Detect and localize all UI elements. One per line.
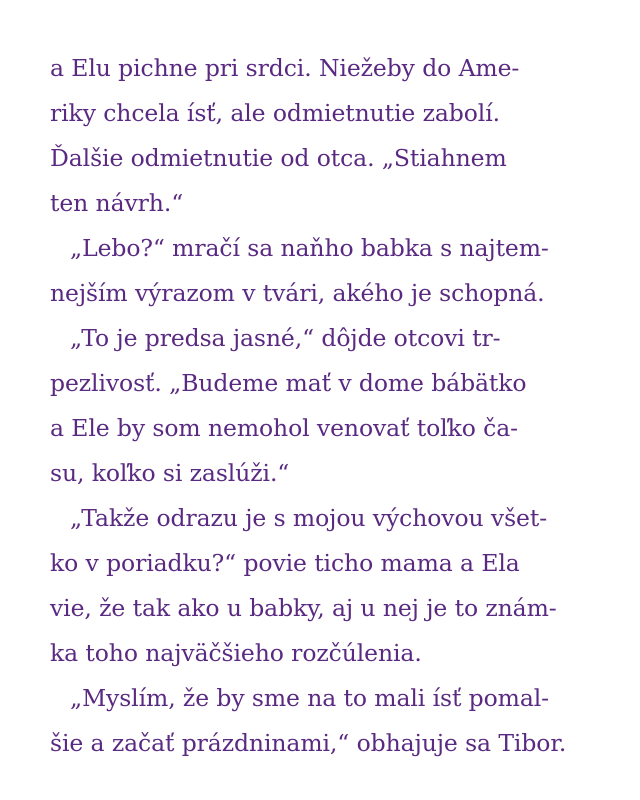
book-page-text bbox=[50, 46, 610, 766]
paragraph-start-line: „Myslím, že by sme na to mali ísť pomal- bbox=[70, 684, 550, 712]
text-line: Ďalšie odmietnutie od otca. „Stiahnem bbox=[50, 144, 507, 172]
paragraph-start-line: „To je predsa jasné,“ dôjde otcovi tr- bbox=[70, 324, 501, 352]
text-line: a Elu pichne pri srdci. Niežeby do Ame- bbox=[50, 54, 520, 82]
text-line: vie, že tak ako u babky, aj u nej je to znám- bbox=[50, 594, 557, 622]
text-line: riky chcela ísť, ale odmietnutie zabolí. bbox=[50, 99, 500, 127]
text-line: su, koľko si zaslúži.“ bbox=[50, 459, 290, 487]
paragraph-start-line: „Lebo?“ mračí sa naňho babka s najtem- bbox=[70, 234, 549, 262]
paragraph-start-line: „Takže odrazu je s mojou výchovou všet- bbox=[70, 504, 548, 532]
text-line: ko v poriadku?“ povie ticho mama a Ela bbox=[50, 549, 520, 577]
text-line: nejším výrazom v tvári, akého je schopná. bbox=[50, 279, 545, 307]
text-line: šie a začať prázdninami,“ obhajuje sa Tibor. bbox=[50, 729, 567, 757]
text-line: ten návrh.“ bbox=[50, 189, 184, 217]
text-line: ka toho najväčšieho rozčúlenia. bbox=[50, 639, 422, 667]
text-line: pezlivosť. „Budeme mať v dome bábätko bbox=[50, 369, 527, 397]
text-line: a Ele by som nemohol venovať toľko ča- bbox=[50, 414, 518, 442]
